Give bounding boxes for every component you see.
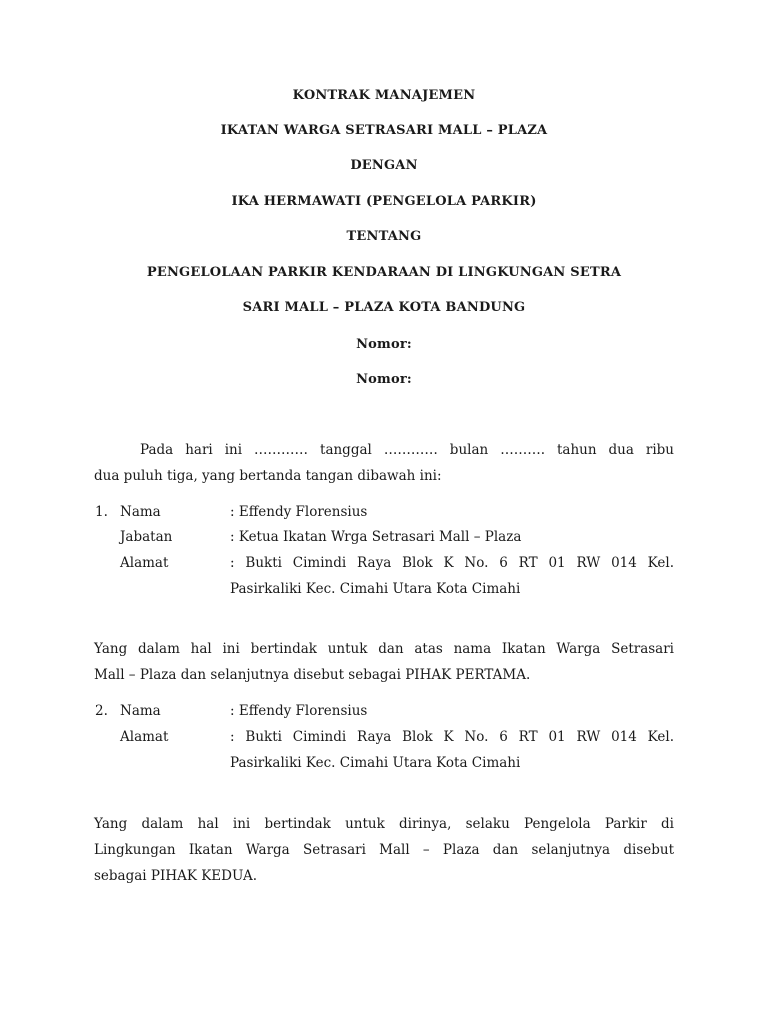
party2-statement — [94, 811, 674, 889]
party1-number: 1. — [95, 504, 108, 520]
party1-alamat-value-line1: : Bukti Cimindi Raya Blok K No. 6 RT 01 RW 014 Kel. — [230, 555, 674, 571]
party2-alamat-label: Alamat — [120, 729, 169, 745]
party2-nama-value: : Effendy Florensius — [230, 703, 368, 719]
party2-alamat-value-line2: Pasirkaliki Kec. Cimahi Utara Kota Cimahi — [230, 755, 521, 771]
title-line-1: KONTRAK MANAJEMEN — [292, 88, 476, 103]
nomor-line-1: Nomor: — [356, 337, 412, 352]
title-line-7: SARI MALL – PLAZA KOTA BANDUNG — [242, 300, 526, 315]
party2-statement-line-3: sebagai PIHAK KEDUA. — [94, 868, 257, 884]
party1-nama-value: : Effendy Florensius — [230, 504, 368, 520]
party1-jabatan-value: : Ketua Ikatan Wrga Setrasari Mall – Plaza — [230, 529, 522, 545]
title-line-4: IKA HERMAWATI (PENGELOLA PARKIR) — [231, 194, 537, 209]
party1-nama-label: Nama — [120, 504, 161, 520]
nomor-line-2: Nomor: — [356, 372, 412, 387]
opening-line-1-text: Pada hari ini ………… tanggal ………… bulan ………. tahun dua ribu — [140, 442, 674, 458]
party1-alamat-value-line2: Pasirkaliki Kec. Cimahi Utara Kota Cimahi — [230, 581, 521, 597]
opening-paragraph — [94, 437, 674, 489]
title-line-6: PENGELOLAAN PARKIR KENDARAAN DI LINGKUNGAN SETRA — [146, 265, 622, 280]
opening-line-1 — [94, 437, 674, 463]
party1-statement-line-1: Yang dalam hal ini bertindak untuk dan atas nama Ikatan Warga Setrasari — [94, 641, 674, 657]
opening-line-2: dua puluh tiga, yang bertanda tangan dibawah ini: — [94, 468, 442, 484]
party1-statement — [94, 636, 674, 688]
party1-alamat-label: Alamat — [120, 555, 169, 571]
title-line-3: DENGAN — [350, 158, 418, 173]
party2-statement-line-2: Lingkungan Ikatan Warga Setrasari Mall – Plaza dan selanjutnya disebut — [94, 842, 674, 858]
title-line-5: TENTANG — [346, 229, 422, 244]
title-line-2: IKATAN WARGA SETRASARI MALL – PLAZA — [220, 123, 548, 138]
party2-statement-line-1: Yang dalam hal ini bertindak untuk dirinya, selaku Pengelola Parkir di — [94, 816, 674, 832]
party2-nama-label: Nama — [120, 703, 161, 719]
party1-jabatan-label: Jabatan — [120, 529, 173, 545]
party1-statement-line-2: Mall – Plaza dan selanjutnya disebut sebagai PIHAK PERTAMA. — [94, 667, 531, 683]
party2-alamat-value-line1: : Bukti Cimindi Raya Blok K No. 6 RT 01 RW 014 Kel. — [230, 729, 674, 745]
party2-number: 2. — [95, 703, 108, 719]
